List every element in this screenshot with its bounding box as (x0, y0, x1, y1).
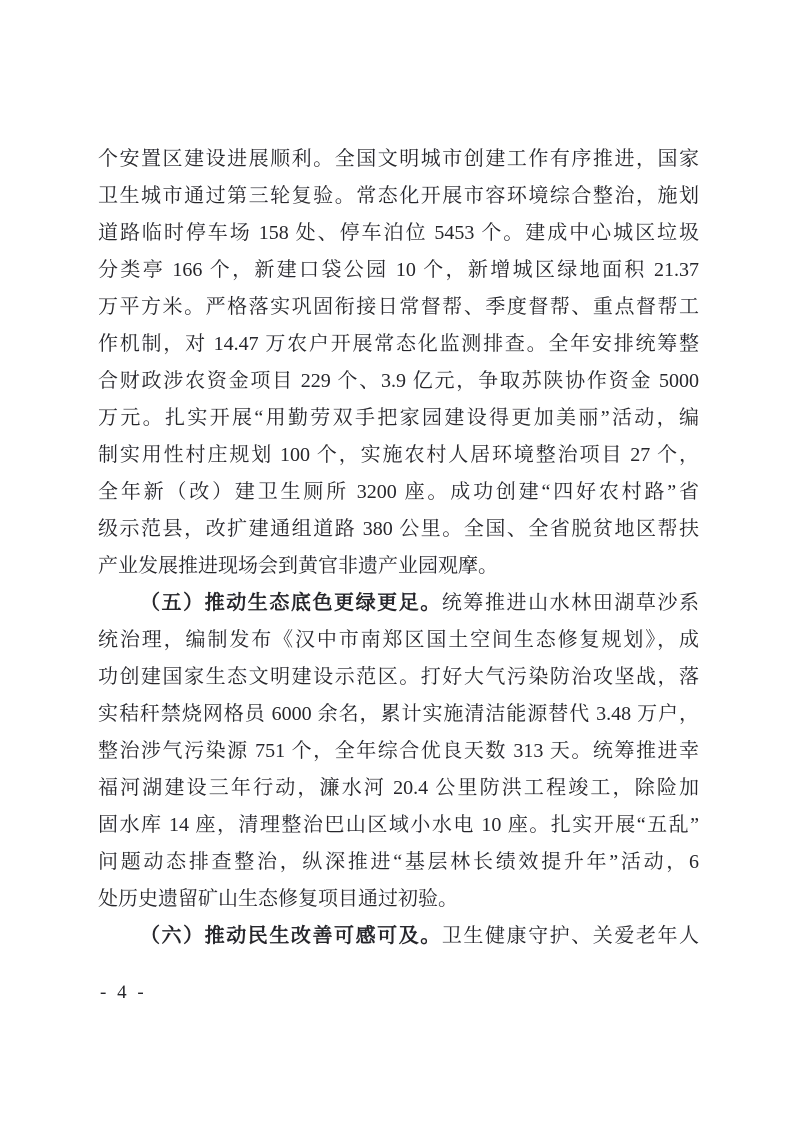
text-line: 整治涉气污染源 751 个，全年综合优良天数 313 天。统筹推进幸 (98, 740, 699, 762)
text-line: 制实用性村庄规划 100 个，实施农村人居环境整治项目 27 个， (98, 444, 699, 466)
paragraph-six-heading: （六）推动民生改善可感可及。 (140, 925, 442, 947)
text-line: 级示范县，改扩建通组道路 380 公里。全国、全省脱贫地区帮扶 (98, 518, 699, 540)
paragraph-six-first-line (98, 918, 699, 955)
text-line: 万元。扎实开展“用勤劳双手把家园建设得更加美丽”活动，编 (98, 407, 699, 429)
text-line: 个安置区建设进展顺利。全国文明城市创建工作有序推进，国家 (98, 148, 699, 170)
text-line: 问题动态排查整治，纵深推进“基层林长绩效提升年”活动，6 (98, 851, 699, 873)
text-line: 道路临时停车场 158 处、停车泊位 5453 个。建成中心城区垃圾 (98, 222, 699, 244)
document-text-block (98, 141, 699, 955)
paragraph-five-heading: （五）推动生态底色更绿更足。 (140, 592, 442, 614)
text-line: 全年新（改）建卫生厕所 3200 座。成功创建“四好农村路”省 (98, 481, 699, 503)
text-line-paragraph-end: 产业发展推进现场会到黄官非遗产业园观摩。 (98, 555, 498, 577)
paragraph-five-first-line (98, 585, 699, 622)
text-line: 统治理，编制发布《汉中市南郑区国土空间生态修复规划》，成 (98, 629, 699, 651)
text-line: 固水库 14 座，清理整治巴山区域小水电 10 座。扎实开展“五乱” (98, 814, 699, 836)
text-line: 实秸秆禁烧网格员 6000 余名，累计实施清洁能源替代 3.48 万户， (98, 703, 699, 725)
text-line-paragraph-end: 处历史遗留矿山生态修复项目通过初验。 (98, 888, 458, 910)
paragraph-six-heading-rest: 卫生健康守护、关爱老年人 (441, 925, 699, 947)
text-line: 合财政涉农资金项目 229 个、3.9 亿元，争取苏陕协作资金 5000 (98, 370, 699, 392)
page-number: - 4 - (100, 982, 147, 1003)
text-line: 作机制，对 14.47 万农户开展常态化监测排查。全年安排统筹整 (98, 333, 699, 355)
text-line: 分类亭 166 个，新建口袋公园 10 个，新增城区绿地面积 21.37 (98, 259, 699, 281)
paragraph-five-heading-rest: 统筹推进山水林田湖草沙系 (441, 592, 699, 614)
text-line: 万平方米。严格落实巩固衔接日常督帮、季度督帮、重点督帮工 (98, 296, 699, 318)
text-line: 卫生城市通过第三轮复验。常态化开展市容环境综合整治，施划 (98, 185, 699, 207)
text-line: 功创建国家生态文明建设示范区。打好大气污染防治攻坚战，落 (98, 666, 699, 688)
text-line: 福河湖建设三年行动，濂水河 20.4 公里防洪工程竣工，除险加 (98, 777, 699, 799)
